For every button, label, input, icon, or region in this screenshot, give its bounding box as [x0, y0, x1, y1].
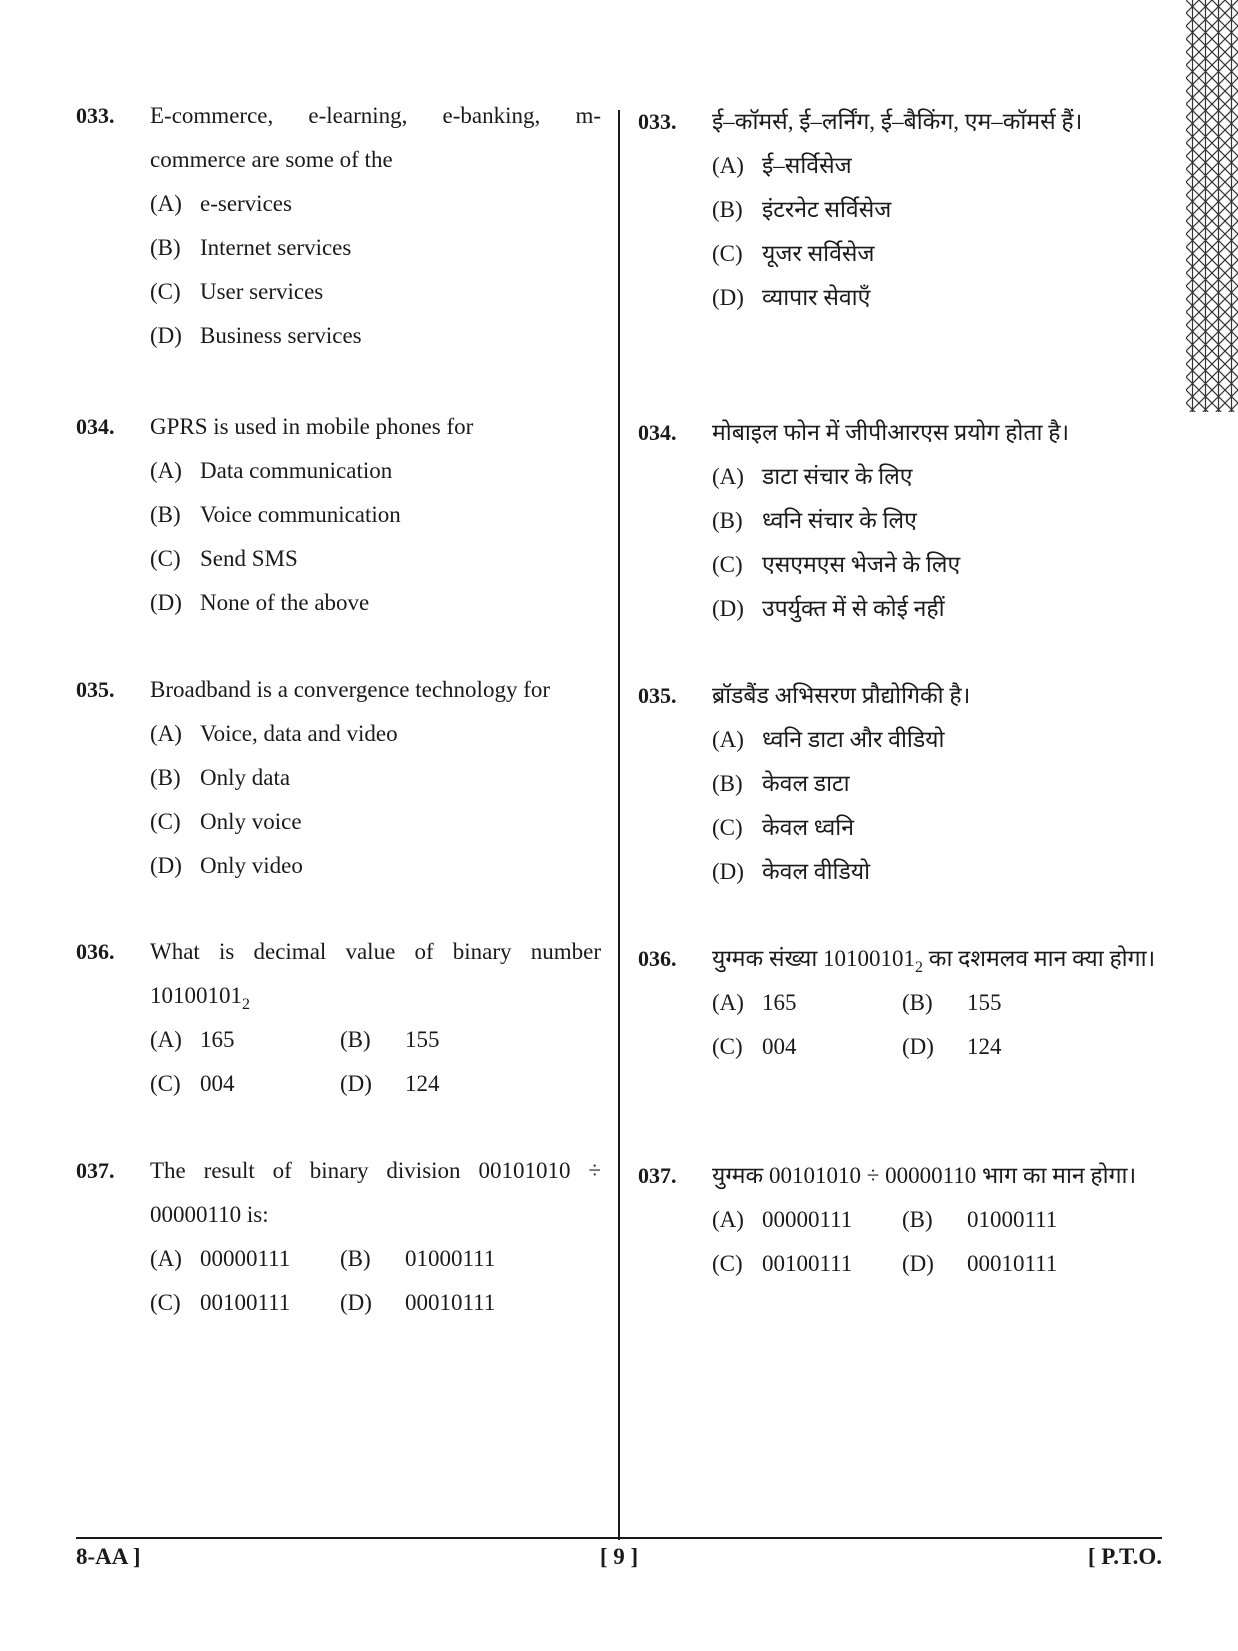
question-034-en	[76, 405, 601, 625]
option-d: (D) Only video	[150, 853, 303, 878]
option-a: (A) e-services	[150, 191, 292, 216]
option-d: (D) 00010111	[340, 1290, 496, 1315]
option-a: (A) ध्वनि डाटा और वीडियो	[712, 727, 945, 752]
option-a: (A) डाटा संचार के लिए	[712, 464, 913, 489]
binary-number: $10100101_2$	[150, 983, 250, 1013]
question-number: 036.	[76, 939, 115, 964]
option-b: (B) ध्वनि संचार के लिए	[712, 508, 917, 533]
option-d: (D) None of the above	[150, 590, 370, 615]
option-a: (A) 00000111	[150, 1246, 291, 1271]
question-number: 033.	[76, 103, 115, 128]
question-number: 037.	[76, 1158, 115, 1183]
paper-code: 8-AA ]	[76, 1544, 141, 1569]
option-a: (A) Voice, data and video	[150, 721, 398, 746]
question-033-en	[76, 94, 601, 358]
option-d: (D) Business services	[150, 323, 362, 348]
option-d: (D) 124	[902, 1034, 1002, 1059]
option-d: (D) व्यापार सेवाएँ	[712, 285, 871, 310]
question-033-hi	[638, 100, 1164, 320]
question-037-hi	[638, 1154, 1164, 1286]
option-c: (C) केवल ध्वनि	[712, 815, 854, 840]
question-037-en	[76, 1149, 601, 1325]
page-number: [ 9 ]	[599, 1544, 639, 1569]
footer-rule	[76, 1537, 1162, 1539]
option-c: (C) 00100111	[150, 1290, 291, 1315]
option-c: (C) Send SMS	[150, 546, 298, 571]
option-d: (D) 124	[340, 1071, 440, 1096]
option-b: (B) केवल डाटा	[712, 771, 850, 796]
option-c: (C) एसएमएस भेजने के लिए	[712, 552, 961, 577]
question-text: GPRS is used in mobile phones for	[150, 414, 474, 439]
option-d: (D) उपर्युक्त में से कोई नहीं	[712, 596, 945, 621]
question-text: Broadband is a convergence technology for	[150, 677, 551, 702]
option-c: (C) 004	[150, 1071, 235, 1096]
question-number: 033.	[638, 109, 677, 134]
security-pattern	[1186, 0, 1238, 412]
question-number: 036.	[638, 946, 677, 971]
question-number: 034.	[76, 414, 115, 439]
column-divider	[618, 110, 620, 1540]
option-a: (A) 00000111	[712, 1207, 853, 1232]
question-036-hi	[638, 937, 1164, 1069]
option-c: (C) Only voice	[150, 809, 302, 834]
question-text: What is decimal value of binary number	[150, 939, 601, 964]
question-text: युग्मक 00101010 ÷ 00000110 भाग का मान होगा।	[712, 1163, 1137, 1188]
option-d: (D) केवल वीडियो	[712, 859, 871, 884]
option-d: (D) 00010111	[902, 1251, 1058, 1276]
option-a: (A) 165	[712, 990, 797, 1015]
option-c: (C) 00100111	[712, 1251, 853, 1276]
question-034-hi	[638, 411, 1164, 631]
question-text: E-commerce, e-learning, e-banking, m-commerce are some of the	[150, 103, 601, 172]
question-number: 035.	[76, 677, 115, 702]
option-b: (B) 155	[902, 990, 1002, 1015]
option-b: (B) 155	[340, 1027, 440, 1052]
question-text: मोबाइल फोन में जीपीआरएस प्रयोग होता है।	[712, 420, 1070, 445]
option-b: (B) Voice communication	[150, 502, 401, 527]
option-c: (C) User services	[150, 279, 324, 304]
option-c: (C) 004	[712, 1034, 797, 1059]
question-035-en	[76, 668, 601, 888]
question-text: ई–कॉमर्स, ई–लर्निंग, ई–बैकिंग, एम–कॉमर्स हैं।	[712, 109, 1083, 134]
option-b: (B) 01000111	[340, 1246, 496, 1271]
question-number: 034.	[638, 420, 677, 445]
question-text: ब्रॉडबैंड अभिसरण प्रौद्योगिकी है।	[712, 683, 971, 708]
option-a: (A) 165	[150, 1027, 235, 1052]
option-b: (B) Internet services	[150, 235, 352, 260]
question-text: युग्मक संख्या $10100101_2$ का दशमलव मान क्या होगा।	[712, 946, 1156, 976]
question-number: 035.	[638, 683, 677, 708]
please-turn-over: [ P.T.O.	[1087, 1544, 1162, 1569]
option-b: (B) 01000111	[902, 1207, 1058, 1232]
question-text: The result of binary division 00101010 ÷ 00000110 is:	[150, 1158, 601, 1227]
option-c: (C) यूजर सर्विसेज	[712, 241, 875, 266]
question-number: 037.	[638, 1163, 677, 1188]
option-b: (B) Only data	[150, 765, 291, 790]
question-036-en	[76, 930, 601, 1106]
option-b: (B) इंटरनेट सर्विसेज	[712, 197, 892, 222]
option-a: (A) ई–सर्विसेज	[712, 153, 852, 178]
question-035-hi	[638, 674, 1164, 894]
option-a: (A) Data communication	[150, 458, 393, 483]
